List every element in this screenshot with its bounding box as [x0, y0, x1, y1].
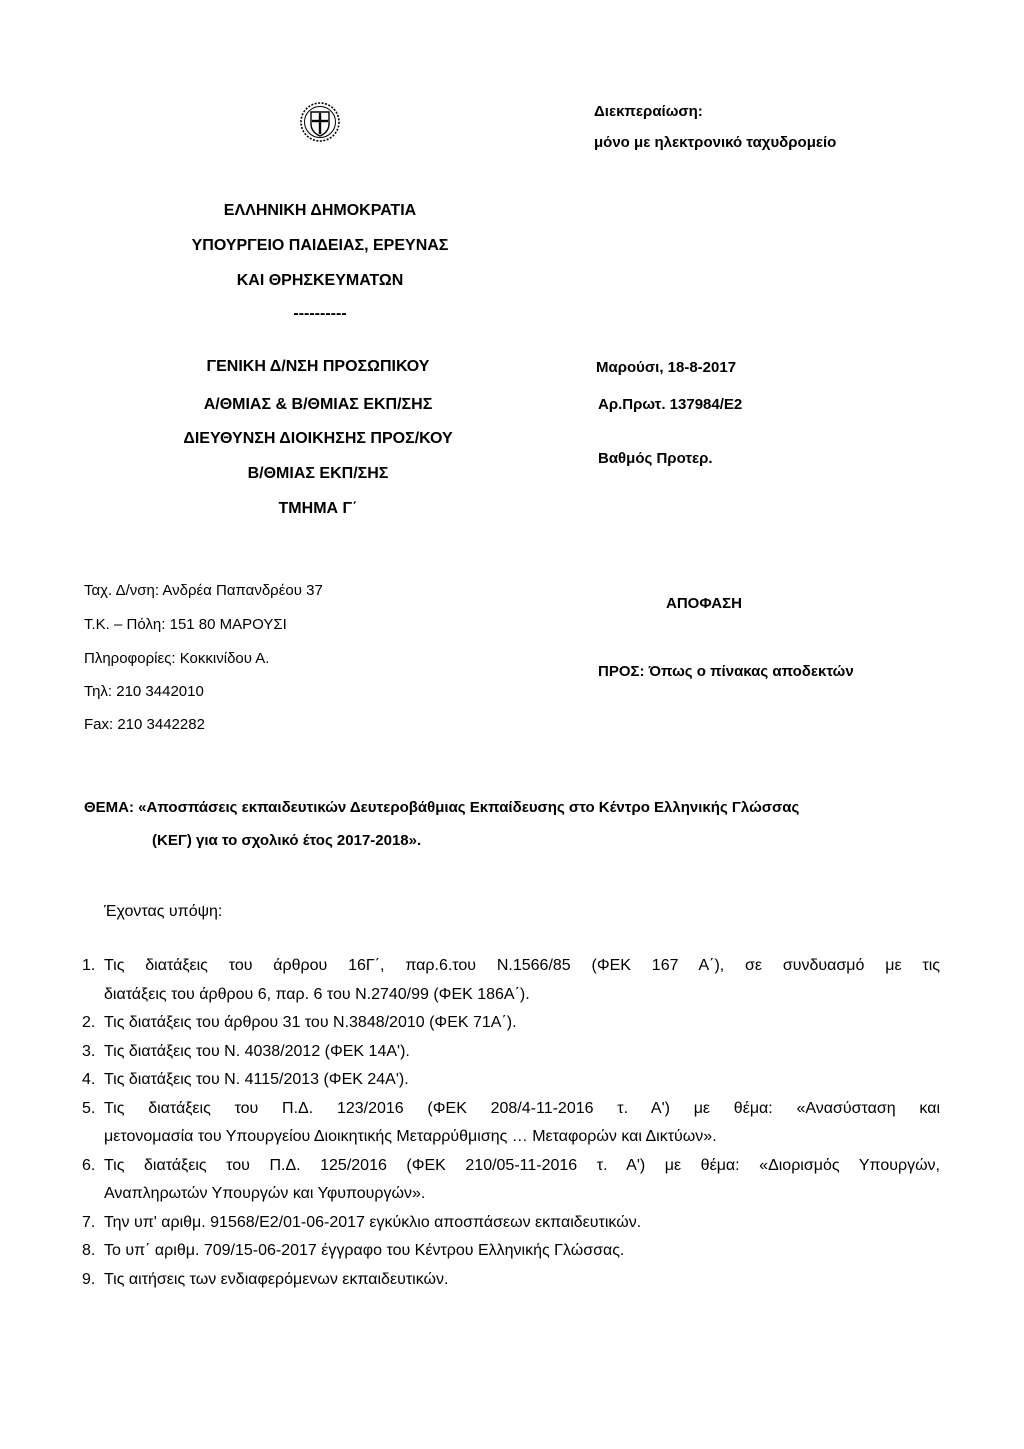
contact-address: Ταχ. Δ/νση: Ανδρέα Παπανδρέου 37 [84, 582, 323, 599]
org-line-3: ΚΑΙ ΘΡΗΣΚΕΥΜΑΤΩΝ [236, 272, 404, 289]
priority-label: Βαθμός Προτερ. [598, 450, 713, 467]
considering-heading: Έχοντας υπόψη: [104, 903, 223, 920]
dept-line-1: ΓΕΝΙΚΗ Δ/ΝΣΗ ΠΡΟΣΩΠΙΚΟΥ [206, 358, 430, 375]
list-item: 4. Τις διατάξεις του Ν. 4115/2013 (ΦΕΚ 24Α'). [82, 1071, 409, 1088]
document-date: Μαρούσι, 18-8-2017 [596, 359, 737, 376]
contact-fax: Fax: 210 3442282 [84, 716, 205, 733]
list-item: 1. Τις διατάξεις του άρθρου 16Γ΄, παρ.6.του Ν.1566/85 (ΦΕΚ 167 Α΄), σε συνδυασμό με τις διατάξεις του άρθρου 6, παρ. 6 του Ν.2740/99 (ΦΕΚ 186Α΄). [82, 957, 940, 1003]
subject-line-2: (ΚΕΓ) για το σχολικό έτος 2017-2018». [152, 832, 422, 849]
list-item: 6. Τις διατάξεις του Π.Δ. 125/2016 (ΦΕΚ 210/05-11-2016 τ. Α') με θέμα: «Διορισμός Υπουργών, Αναπληρωτών Υπουργών και Υφυπουργών». [82, 1156, 940, 1202]
dept-line-2: Α/ΘΜΙΑΣ & Β/ΘΜΙΑΣ ΕΚΠ/ΣΗΣ [203, 396, 433, 413]
list-item: 2. Τις διατάξεις του άρθρου 31 του Ν.3848/2010 (ΦΕΚ 71Α΄). [82, 1014, 517, 1031]
provisions-list [82, 952, 940, 1294]
list-item: 9. Τις αιτήσεις των ενδιαφερόμενων εκπαιδευτικών. [82, 1270, 449, 1288]
contact-info: Πληροφορίες: Κοκκινίδου Α. [84, 650, 270, 667]
list-item: 7. Την υπ' αριθμ. 91568/Ε2/01-06-2017 εγκύκλιο αποσπάσεων εκπαιδευτικών. [82, 1213, 642, 1231]
decision-title: ΑΠΟΦΑΣΗ [666, 595, 742, 612]
handling-label: Διεκπεραίωση: [594, 103, 703, 120]
dept-line-4: Β/ΘΜΙΑΣ ΕΚΠ/ΣΗΣ [247, 465, 389, 482]
list-item: 5. Τις διατάξεις του Π.Δ. 123/2016 (ΦΕΚ 208/4-11-2016 τ. Α') με θέμα: «Ανασύσταση και μετονομασία του Υπουργείου Διοικητικής Μεταρρύθμισης … Μεταφορών και Δικτύων». [82, 1099, 940, 1145]
list-item: 3. Τις διατάξεις του Ν. 4038/2012 (ΦΕΚ 14Α'). [82, 1042, 410, 1060]
contact-postal: Τ.Κ. – Πόλη: 151 80 ΜΑΡΟΥΣΙ [84, 616, 287, 633]
dept-line-3: ΔΙΕΥΘΥΝΣΗ ΔΙΟΙΚΗΣΗΣ ΠΡΟΣ/ΚΟΥ [183, 430, 453, 447]
handling-method: μόνο με ηλεκτρονικό ταχυδρομείο [594, 134, 837, 151]
org-line-2: ΥΠΟΥΡΓΕΙΟ ΠΑΙΔΕΙΑΣ, ΕΡΕΥΝΑΣ [191, 237, 449, 254]
list-item: 8. Το υπ΄ αριθμ. 709/15-06-2017 έγγραφο του Κέντρου Ελληνικής Γλώσσας. [82, 1242, 625, 1259]
contact-phone: Τηλ: 210 3442010 [84, 683, 204, 700]
recipients: ΠΡΟΣ: Όπως ο πίνακας αποδεκτών [598, 663, 854, 680]
org-line-1: ΕΛΛΗΝΙΚΗ ΔΗΜΟΚΡΑΤΙΑ [223, 202, 417, 219]
dept-line-5: ΤΜΗΜΑ Γ΄ [278, 500, 358, 517]
subject-line-1: ΘΕΜΑ: «Αποσπάσεις εκπαιδευτικών Δευτεροβάθμιας Εκπαίδευσης στο Κέντρο Ελληνικής Γλώσσας [84, 799, 800, 816]
protocol-number: Αρ.Πρωτ. 137984/Ε2 [598, 396, 743, 413]
org-separator: ---------- [293, 305, 347, 322]
greek-coat-of-arms-icon [298, 100, 342, 144]
